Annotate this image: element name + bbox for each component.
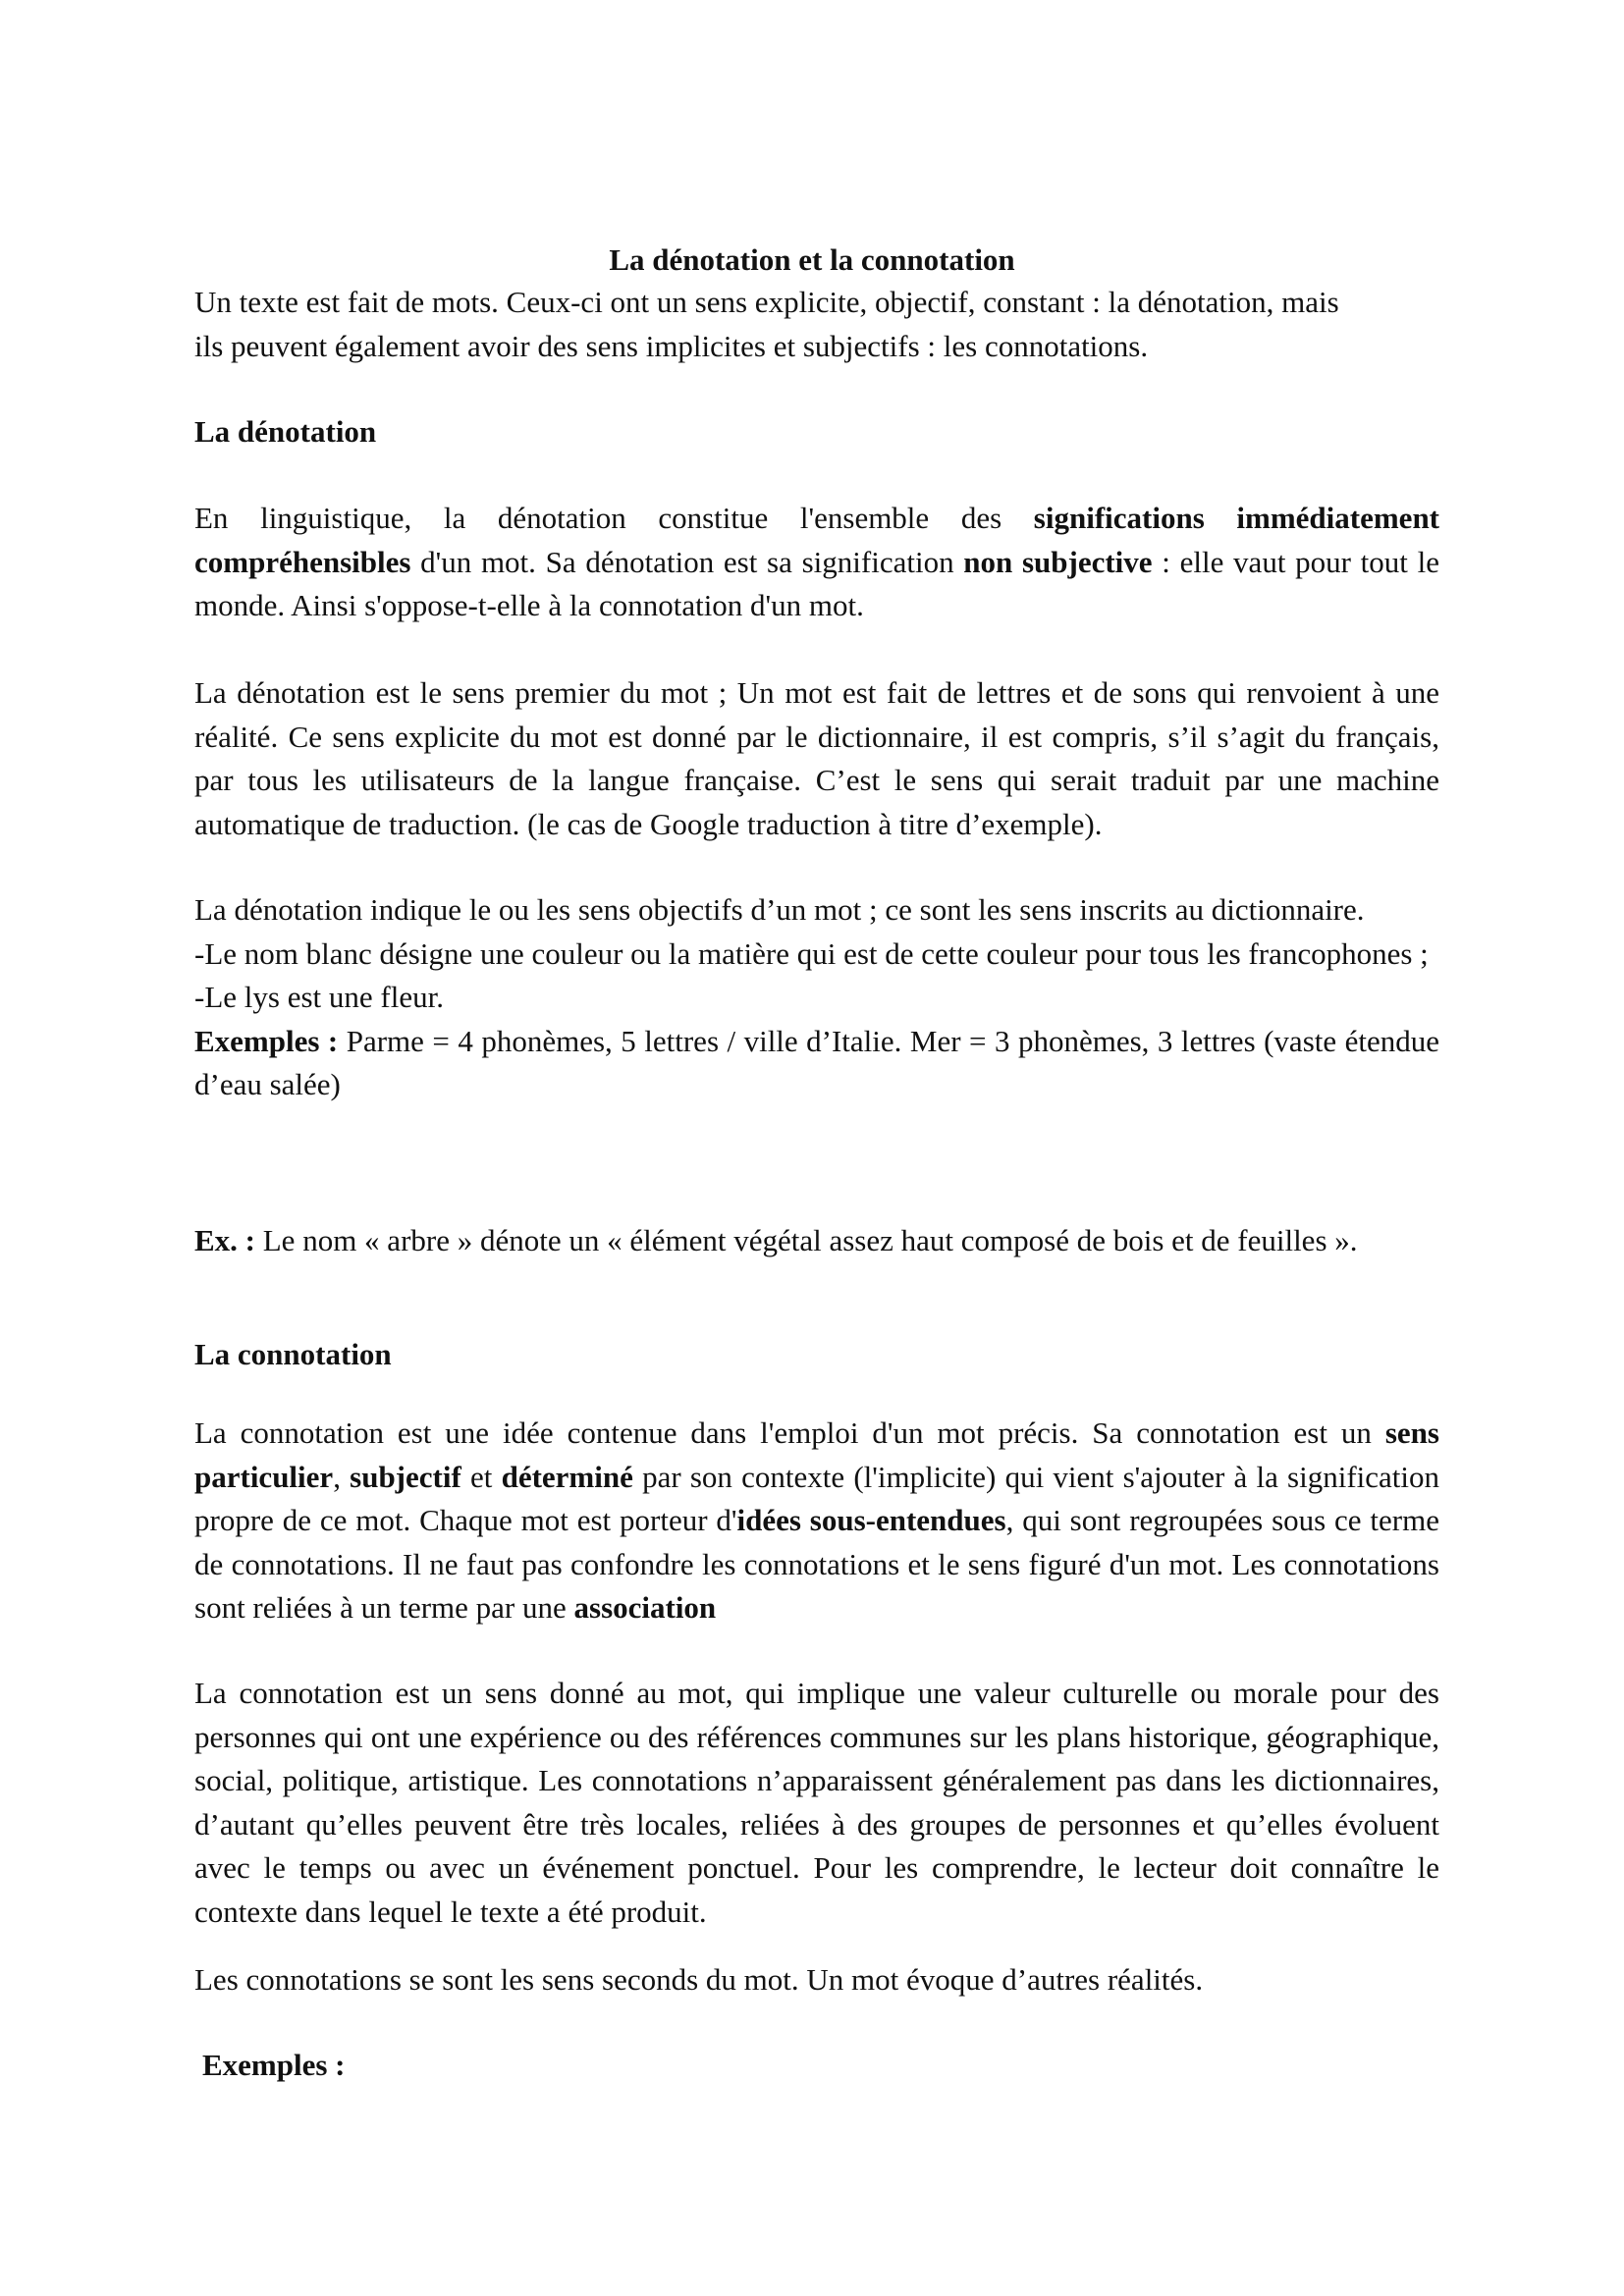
text-run: En linguistique, la dénotation constitue l'ensemble des xyxy=(194,501,1034,535)
text-run: par son contexte (l'implicite) qui vient s'ajouter à la signification propre de ce mot. Chaque mot est porteur d' xyxy=(194,1459,1439,1537)
text-run: , xyxy=(333,1459,351,1494)
denotation-ex-paragraph xyxy=(194,1221,1439,1260)
bold-run: sens particulier xyxy=(194,1415,1439,1494)
text-run: La connotation est une idée contenue dans l'emploi d'un mot précis. Sa connotation est un xyxy=(194,1415,1385,1450)
ex-text: Le nom « arbre » dénote un « élément végétal assez haut composé de bois et de feuilles ». xyxy=(255,1223,1358,1257)
connotation-heading: La connotation xyxy=(194,1337,392,1371)
bold-run: déterminé xyxy=(501,1459,633,1494)
denotation-example-blanc: -Le nom blanc désigne une couleur ou la matière qui est de cette couleur pour tous les francophones ; xyxy=(194,935,1429,971)
bold-run: subjectif xyxy=(350,1459,461,1494)
ex-label: Ex. : xyxy=(194,1223,255,1257)
document-title: La dénotation et la connotation xyxy=(609,242,1015,277)
denotation-paragraph-2: La dénotation est le sens premier du mot ; Un mot est fait de lettres et de sons qui renvoient à une réalité. Ce sens explicite du mot est donné par le dictionnaire, il est compris, s’il s’agit du français, par tous les utilisateurs de la langue française. C’est le sens qui serait traduit par une machine automatique de traduction. (le cas de Google traduction à titre d’exemple). xyxy=(194,675,1439,841)
denotation-paragraph-3 xyxy=(194,888,1439,1107)
connotation-paragraph-3: Les connotations se sont les sens seconds du mot. Un mot évoque d’autres réalités. xyxy=(194,1962,1204,1997)
intro-line: Un texte est fait de mots. Ceux-ci ont un sens explicite, objectif, constant : la dénotation, mais xyxy=(194,285,1339,319)
intro-paragraph xyxy=(194,281,1439,368)
bold-run: significations immédiatement compréhensibles xyxy=(194,501,1440,579)
text-run: : elle vaut pour tout le monde. Ainsi s'oppose-t-elle à la connotation d'un mot. xyxy=(194,544,1439,622)
denotation-examples xyxy=(194,1020,1439,1107)
connotation-examples-heading: Exemples : xyxy=(202,2048,346,2082)
connotation-paragraph-2: La connotation est un sens donné au mot, qui implique une valeur culturelle ou morale pour des personnes qui ont une expérience ou des références communes sur les plans historique, géographique, social, politique, artistique. Les connotations n’apparaissent généralement pas dans les dictionnaires, d’autant qu’elles peuvent être très locales, reliées à des groupes de personnes et qu’elles évoluent avec le temps ou avec un événement ponctuel. Pour les comprendre, le lecteur doit connaître le contexte dans lequel le texte a été produit. xyxy=(194,1676,1439,1929)
denotation-example-lys: -Le lys est une fleur. xyxy=(194,980,444,1014)
bold-run: non subjective xyxy=(963,544,1153,579)
text-run: d'un mot. Sa dénotation est sa signification xyxy=(410,544,964,579)
text-run: et xyxy=(460,1459,502,1494)
denotation-definition: La dénotation indique le ou les sens objectifs d’un mot ; ce sont les sens inscrits au dictionnaire. xyxy=(194,892,1365,927)
denotation-heading: La dénotation xyxy=(194,414,377,449)
examples-text: Parme = 4 phonèmes, 5 lettres / ville d’Italie. Mer = 3 phonèmes, 3 lettres (vaste étendue d’eau salée) xyxy=(194,1023,1439,1101)
bold-run: association xyxy=(573,1590,717,1625)
examples-label: Exemples : xyxy=(194,1023,339,1058)
bold-run: idées sous-entendues xyxy=(736,1503,1006,1537)
denotation-paragraph-1 xyxy=(194,497,1439,628)
text-run: , qui sont regroupées sous ce terme de connotations. Il ne faut pas confondre les connotations et le sens figuré d'un mot. Les connotations sont reliées à un terme par une xyxy=(194,1503,1439,1625)
intro-line: ils peuvent également avoir des sens implicites et subjectifs : les connotations. xyxy=(194,328,1149,363)
connotation-paragraph-1 xyxy=(194,1412,1439,1630)
